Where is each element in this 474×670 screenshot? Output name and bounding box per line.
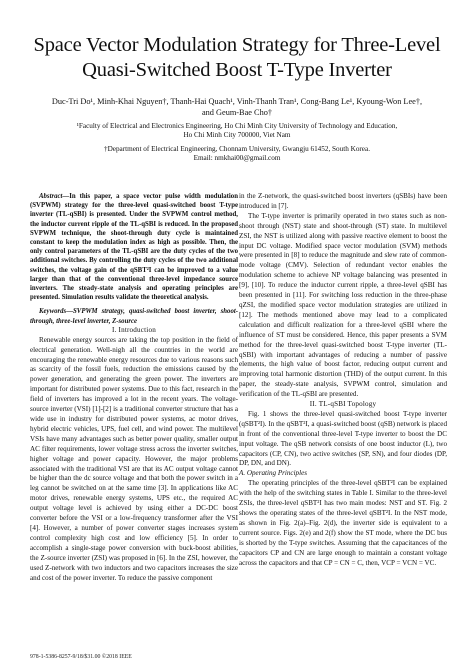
affiliation-1 bbox=[40, 122, 434, 141]
section-2-paragraph: Fig. 1 shows the three-level quasi-switched boost T-type inverter (qSBT²I). In the qSBT²I, a quasi-switched boost (qSB) network is placed in front of the conventional three-level T-type inverter to boost the DC input voltage. The qSB network consists of one boost inductor (L), two capacitors (CP, CN), two active switches (SP, SN), and four diodes (DP, DP, DN, and DN). bbox=[239, 409, 447, 468]
subsection-a-heading: A. Operating Principles bbox=[239, 469, 307, 478]
affiliation-2-line-2: Email: nmkhai00@gmail.com bbox=[193, 154, 281, 163]
intro-continuation: in the Z-network, the quasi-switched boost inverters (qSBIs) have been introduced in [7]. bbox=[239, 192, 447, 210]
authors-line-2: and Geum-Bae Cho† bbox=[201, 108, 273, 117]
affiliation-2 bbox=[40, 145, 434, 164]
right-column bbox=[239, 192, 447, 568]
section-1-paragraph: Renewable energy sources are taking the top position in the field of electrical generation. Well-nigh all the countries in the world are encouraging the renewable energy resources due to various reasons such as scarcity of the fossil fuels, reduction the emissions caused by the power generation, and generating the green power. The inverters are important for distributed power systems. Due to this fact, research in the field of inverters has improved a lot in the recent years. The voltage-source inverter (VSI) [1]-[2] is a traditional converter structure that has a wide use in industry for distributed power systems, ac motor drives, hybrid electric vehicles, UPS, fuel cell, and wind power. The multilevel VSIs have many advantages such as better power quality, smaller output AC filter requirements, lower voltage stress across the inverter switches, higher voltage and power capacity. However, the major problems associated with the traditional VSI are that its AC output voltage cannot be higher than the dc source voltage and that both the power switch in a leg cannot be switched on at the same time [3]. In applications like AC motor drives, renewable energy systems, UPS etc., the required AC output voltage level is achieved by using either a DC-DC boost converter before the VSI or a low-frequency transformer after the VSI [4]. However, a number of power converter stages increases system control complexity high cost and low efficiency [5]. In order to accomplish a single-stage power conversion with buck-boost abilities, the Z-source inverter (ZSI) was proposed in [6]. In the ZSI, however, the used Z-network with two inductors and two capacitors increases the size and cost of the power inverter. To reduce the passive component bbox=[30, 335, 238, 582]
affiliation-1-line-1: ¹Faculty of Electrical and Electronics Engineering, Ho Chi Minh City University of Technology and Education, bbox=[76, 122, 398, 130]
keywords-text: —SVPWM strategy, quasi-switched boost inverter, shoot-through, three-level inverter, Z-source bbox=[30, 308, 238, 325]
abstract-label: Abstract bbox=[39, 193, 63, 200]
subsection-a-paragraph: The operating principles of the three-level qSBT²I can be explained with the help of the switching states in Table I. Similar to the three-level ZSIs, the three-level qSBT²I has two main modes: NST and ST. Fig. 2 shows the operating states of the three-level qSBT²I. In the NST mode, as shown in Fig. 2(a)–Fig. 2(d), the inverter side is equivalent to a current source. Figs. 2(e) and 2(f) show the ST mode, where the DC bus is shorted by the T-type switches. Assuming that the capacitances of the capacitors CP and CN are large enough to maintain a constant voltage across the capacitors and that CP = CN = C, then, VCP = VCN = VC. bbox=[239, 479, 447, 567]
intro-paragraph-2: The T-type inverter is primarily operated in two states such as non-shoot through (NST) state and shoot-through (ST) state. In multilevel ZSI, the NST is utilized along with passive reactive element to boost the input DC voltage. Modified space vector modulation (SVM) methods were presented in [8] to reduce the magnitude and slew rate of common-mode voltage (CMV). Selection of redundant vector enables the modulation scheme to achieve NP voltage balancing was presented in [9], [10]. To reduce the inductor current ripple, a three-level qSBI has been presented in [11]. For switching loss reduction in the three-phase qZSI, the modified space vector modulation strategies are utilized in [12]. The methods mentioned above may lead to a complicated calculation and difficult realization for a three-level qSBI where the influence of ST must be considered. Hence, this paper presents a SVM method for the three-level quasi-switched boost T-type inverter (TL-qSBI) with important advantages of reducing a number of passive elements, the high value of boost factor, reducing output current and improving total harmonic distortion (THD) of the output current. In this paper, the steady-state analysis, SVPWM control, simulation and verification of the TL-qSBI are presented. bbox=[239, 211, 447, 399]
paper-title bbox=[0, 33, 474, 83]
authors-line-1: Duc-Tri Do¹, Minh-Khai Nguyen†, Thanh-Hai Quach¹, Vinh-Thanh Tran¹, Cong-Bang Le¹, Kyoung-Won Lee†, bbox=[51, 97, 423, 106]
affiliation-2-line-1: †Department of Electrical Engineering, Chonnam University, Gwangju 61452, South Korea. bbox=[103, 145, 370, 153]
copyright-footer: 978-1-5386-8257-9/18/$31.00 ©2018 IEEE bbox=[30, 654, 132, 660]
title-line-2: Quasi-Switched Boost T-Type Inverter bbox=[82, 59, 392, 81]
abstract bbox=[30, 192, 238, 302]
keywords-label: Keywords bbox=[39, 308, 67, 316]
section-1-heading: I. Introduction bbox=[112, 325, 156, 334]
section-2-heading: II. TL-qSBI Topology bbox=[309, 400, 377, 409]
author-list bbox=[16, 96, 458, 118]
title-line-1: Space Vector Modulation Strategy for Three-Level bbox=[33, 34, 441, 56]
keywords bbox=[30, 307, 238, 325]
left-column bbox=[30, 192, 238, 583]
abstract-text: —In this paper, a space vector pulse width modulation (SVPWM) strategy for the three-level quasi-switched boost T-type inverter (TL-qSBI) is presented. Under the SVPWM control method, the inductor current ripple of the TL-qSBI is reduced. In the proposed SVPWM technique, the shoot-through duty cycle is maintained constant to keep the modulation index as high as possible. Then, the only control parameters of the TL-qSBI are the duty cycles of the two additional switches. By controlling the duty cycles of the two additional switches, the voltage gain of the qSBT²I can be improved to a value larger than that of the conventional three-level impedance source inverters. The steady-state analysis and operating principles are presented. Simulation results validate the theoretical analysis. bbox=[30, 193, 238, 302]
affiliation-1-line-2: Ho Chi Minh City 700000, Viet Nam bbox=[183, 131, 291, 140]
